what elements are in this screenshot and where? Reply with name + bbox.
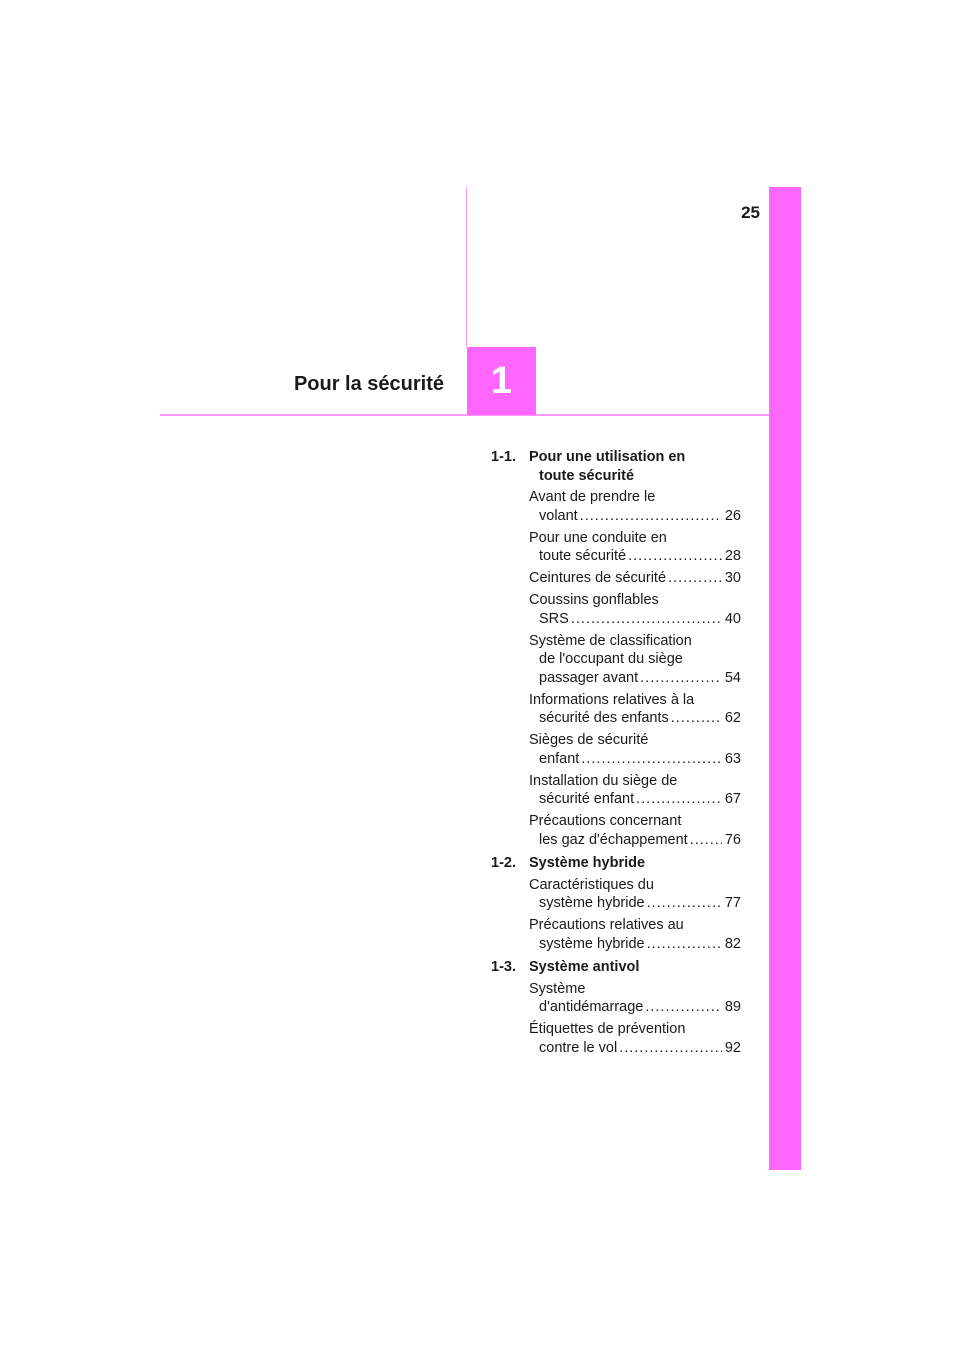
toc-entry-line: Installation du siège de (529, 772, 678, 789)
toc-entry-page: 62 (724, 710, 741, 726)
toc-entry-page: 67 (724, 791, 741, 807)
toc-entry-line: Pour une conduite en (529, 529, 667, 546)
toc-section-title-line: Système antivol (529, 959, 640, 975)
toc-leader-dots (668, 569, 722, 588)
toc-section-title-line: toute sécurité (539, 467, 635, 484)
toc-entry-last-line (529, 547, 741, 566)
chapter-title: Pour la sécurité (293, 373, 444, 395)
toc-entry[interactable] (491, 916, 741, 953)
toc-entry-text: sécurité des enfants (539, 710, 669, 726)
toc-leader-dots (647, 935, 722, 954)
toc-entry-text: toute sécurité (539, 548, 627, 564)
toc-entry[interactable] (491, 876, 741, 913)
table-of-contents (491, 448, 741, 1061)
toc-entry-last-line (529, 998, 741, 1017)
toc-entry[interactable] (491, 591, 741, 628)
toc-entry-line: Informations relatives à la (529, 691, 695, 708)
toc-entry-text: enfant (539, 750, 580, 767)
toc-leader-dots (571, 610, 722, 629)
toc-entry-page: 82 (724, 935, 741, 952)
toc-entry-line: Précautions concernant (529, 813, 682, 829)
chapter-number-box: 1 (467, 347, 536, 415)
toc-entry-text: volant (539, 507, 578, 524)
toc-entry[interactable] (491, 632, 741, 688)
horizontal-rule (160, 414, 769, 416)
toc-entry-page: 30 (724, 570, 741, 586)
toc-entry-text: contre le vol (539, 1039, 618, 1056)
toc-entry-last-line (529, 669, 741, 688)
toc-leader-dots (671, 709, 722, 728)
toc-entry-page: 89 (724, 999, 741, 1015)
toc-entry[interactable] (491, 772, 741, 809)
toc-entry[interactable] (491, 1020, 741, 1057)
chapter-side-tab (769, 187, 801, 1170)
toc-entry[interactable] (491, 529, 741, 566)
toc-entry-last-line (529, 709, 741, 728)
page-number: 25 (741, 203, 760, 222)
toc-entry-text: passager avant (539, 669, 639, 686)
toc-section-heading[interactable] (491, 958, 741, 977)
toc-entry-line: Système (529, 980, 586, 997)
toc-entry-last-line (529, 1039, 741, 1058)
toc-section-title (529, 448, 741, 485)
toc-entry-line: Avant de prendre le (529, 489, 656, 505)
toc-section-heading[interactable] (491, 448, 741, 485)
toc-entry-line: Caractéristiques du (529, 876, 654, 893)
toc-entry[interactable] (491, 731, 741, 768)
toc-entry[interactable] (491, 980, 741, 1017)
toc-section-number: 1-1. (491, 449, 516, 465)
toc-entry-page: 76 (724, 831, 741, 848)
toc-entry-page: 63 (724, 750, 741, 767)
toc-section-heading[interactable] (491, 854, 741, 873)
toc-section-title-line: Pour une utilisation en (529, 449, 686, 465)
toc-entry-last-line (529, 831, 741, 850)
toc-entry-text: SRS (539, 610, 569, 627)
toc-section-title (529, 854, 741, 873)
toc-entry-last-line (529, 790, 741, 809)
toc-entry[interactable] (491, 812, 741, 849)
toc-section-title (529, 958, 741, 977)
toc-entry-page: 26 (724, 507, 741, 524)
toc-entry[interactable] (491, 488, 741, 525)
toc-entry-line: Étiquettes de prévention (529, 1021, 686, 1037)
toc-leader-dots (647, 894, 722, 913)
toc-entry-page: 92 (724, 1039, 741, 1056)
toc-entry-text: les gaz d'échappement (539, 831, 688, 848)
toc-leader-dots (628, 547, 722, 566)
toc-entry-line: de l'occupant du siège (539, 651, 683, 667)
toc-entry-last-line (529, 750, 741, 769)
toc-entry[interactable] (491, 691, 741, 728)
toc-entry-last-line (529, 935, 741, 954)
toc-leader-dots (580, 507, 722, 526)
toc-leader-dots (690, 831, 722, 850)
toc-leader-dots (619, 1039, 722, 1058)
toc-entry-last-line (529, 507, 741, 526)
toc-entry-page: 54 (724, 669, 741, 686)
toc-entry-text: système hybride (539, 895, 645, 911)
toc-entry-last-line (529, 569, 741, 588)
toc-leader-dots (636, 790, 722, 809)
vertical-rule (466, 187, 467, 347)
toc-entry[interactable] (491, 569, 741, 588)
toc-entry-line: Coussins gonflables (529, 592, 659, 608)
toc-entry-line: Précautions relatives au (529, 917, 684, 933)
toc-entry-text: Ceintures de sécurité (529, 570, 667, 586)
toc-entry-text: sécurité enfant (539, 791, 635, 807)
toc-section-number: 1-2. (491, 855, 516, 871)
toc-entry-page: 77 (724, 895, 741, 911)
toc-entry-page: 40 (724, 610, 741, 627)
toc-leader-dots (640, 669, 722, 688)
toc-section-number: 1-3. (491, 959, 516, 975)
toc-entry-text: d'antidémarrage (539, 999, 644, 1015)
toc-entry-line: Sièges de sécurité (529, 732, 649, 748)
toc-entry-last-line (529, 894, 741, 913)
toc-leader-dots (581, 750, 722, 769)
toc-entry-last-line (529, 610, 741, 629)
toc-section-title-line: Système hybride (529, 855, 646, 871)
toc-entry-text: système hybride (539, 935, 645, 952)
toc-entry-line: Système de classification (529, 632, 692, 649)
toc-leader-dots (645, 998, 722, 1017)
toc-entry-page: 28 (724, 548, 741, 564)
